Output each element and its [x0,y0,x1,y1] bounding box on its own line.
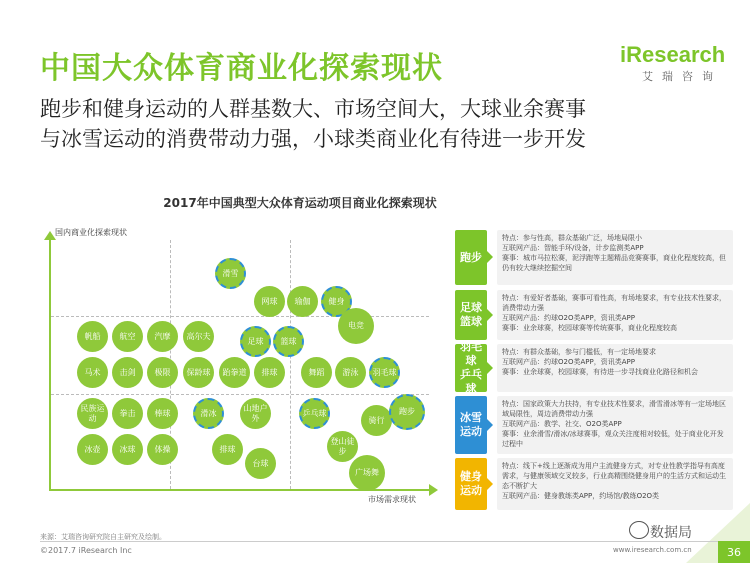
bubble-football: 足球 [240,326,271,357]
bubble-extreme: 极限 [147,357,178,388]
wechat-icon [629,521,649,539]
category-description [497,230,733,285]
bubble-boxing: 拳击 [112,398,143,429]
iresearch-logo [620,42,726,90]
category-row-running [455,230,733,285]
subtitle-line-2: 与冰雪运动的消费带动力强，小球类商业化有待进一步开发 [40,127,586,151]
bubble-tennis: 网球 [254,286,285,317]
page-number: 36 [718,541,750,563]
source-note: 来源：艾瑞咨询研究院自主研究及绘制。 [40,533,166,541]
description-line: 特点：线下+线上逐渐成为用户主流健身方式，对专业性教学指导有高度需求，与健康领域交叉较多，行业高精围绕健身用户的生活方式和运动生态不断扩大 [502,462,726,490]
bubble-motorsport: 汽摩 [147,321,178,352]
tag-arrow-icon [487,251,493,263]
description-line: 特点：有群众基础，参与门槛低，有一定场地要求 [502,348,656,356]
grid-line [51,394,429,395]
footer-divider [40,541,740,542]
bubble-bowling: 保龄球 [183,357,214,388]
category-tag: 健身 运动 [455,458,487,510]
bubble-swimming: 游泳 [335,357,366,388]
bubble-billiards: 台球 [245,448,276,479]
logo-wordmark: iResearch [620,42,726,67]
bubble-baseball: 棒球 [147,398,178,429]
description-line: 互联网产品：智能手环/设备，计步监测类APP [502,244,644,252]
bubble-fitness: 健身 [321,286,352,317]
bubble-gymnastics: 体操 [147,434,178,465]
watermark: 数据局 [650,525,692,541]
bubble-running: 跑步 [389,394,425,430]
bubble-aviation: 航空 [112,321,143,352]
description-line: 互联网产品：教学、社交、O2O类APP [502,420,622,428]
chart-title: 2017年中国典型大众体育运动项目商业化探索现状 [163,196,437,210]
bubble-golf: 高尔夫 [183,321,214,352]
category-tag: 跑步 [455,230,487,285]
y-axis [49,238,51,491]
bubble-yoga: 瑜伽 [287,286,318,317]
bubble-dance: 舞蹈 [301,357,332,388]
bubble-mountain-outdoor: 山地户外 [240,398,271,429]
description-line: 赛事：城市马拉松赛，泥浮跑等主题精品竞赛赛事，商业化程度较高，但仍有较大继续挖掘空间 [502,254,726,272]
bubble-skating: 滑冰 [193,398,224,429]
description-line: 互联网产品：健身教练类APP，约场馆/教练O2O类 [502,492,660,500]
tag-arrow-icon [487,309,493,321]
bubble-sailing: 帆船 [77,321,108,352]
y-axis-label: 国内商业化探索现状 [55,228,127,237]
bubble-esports: 电竞 [338,308,374,344]
bubble-badminton: 羽毛球 [369,357,400,388]
description-line: 特点：有爱好者基础，赛事可看性高，有场地要求，有专业技术性要求，消费带动力强 [502,294,726,312]
page-title: 中国大众体育商业化探索现状 [40,51,443,86]
bubble-hiking: 登山徒步 [327,431,358,462]
category-row-ball-games [455,290,733,340]
bubble-volleyball-1: 排球 [254,357,285,388]
description-line: 赛事：业余球赛，校园球赛，有待进一步寻找商业化路径和机会 [502,368,698,376]
logo-subtext: 艾瑞咨询 [642,70,722,83]
bubble-ice-hockey: 冰球 [112,434,143,465]
subtitle-line-1: 跑步和健身运动的人群基数大、市场空间大，大球业余赛事 [40,97,586,121]
description-line: 互联网产品：约球O2O类APP，资讯类APP [502,314,635,322]
website-link[interactable]: www.iresearch.com.cn [613,546,692,554]
bubble-volleyball-2: 排球 [212,434,243,465]
tag-arrow-icon [487,478,493,490]
category-tag: 足球 篮球 [455,290,487,340]
bubble-taekwondo: 跆拳道 [219,357,250,388]
category-description [497,290,733,340]
description-line: 赛事：业余滑雪/滑冰/冰球赛事，观众关注度相对较低，处于商业化开发过程中 [502,430,724,448]
copyright: ©2017.7 iResearch Inc [40,546,132,555]
tag-arrow-icon [487,419,493,431]
description-line: 特点：参与性高，群众基础广泛，场地局限小 [502,234,642,242]
category-row-small-ball [455,340,733,395]
x-axis-arrow [429,484,438,496]
grid-line [51,316,429,317]
bubble-table-tennis: 乒乓球 [299,398,330,429]
bubble-square-dance: 广场舞 [349,455,385,491]
bubble-cycling: 骑行 [361,405,392,436]
description-line: 互联网产品：约球O2O类APP，资讯类APP [502,358,635,366]
category-row-ice-snow [455,396,733,454]
description-line: 特点：国家政策大力扶持，有专业技术性要求，滑雪滑冰等有一定场地区域局限性，周边消费带动力强 [502,400,726,418]
category-tag: 羽毛球 乒乓球 [455,344,487,392]
tag-arrow-icon [487,362,493,374]
category-description [497,396,733,454]
bubble-basketball: 篮球 [273,326,304,357]
category-description [497,344,733,392]
bubble-skiing: 滑雪 [215,258,246,289]
bubble-fencing: 击剑 [112,357,143,388]
category-tag: 冰雪 运动 [455,396,487,454]
description-line: 赛事：业余球赛，校园球赛等传统赛事，商业化程度较高 [502,324,677,332]
x-axis-label: 市场需求现状 [368,495,416,504]
bubble-equestrian: 马术 [77,357,108,388]
bubble-curling: 冰壶 [77,434,108,465]
grid-line [290,240,291,489]
bubble-ethnic-sports: 民族运动 [77,398,108,429]
